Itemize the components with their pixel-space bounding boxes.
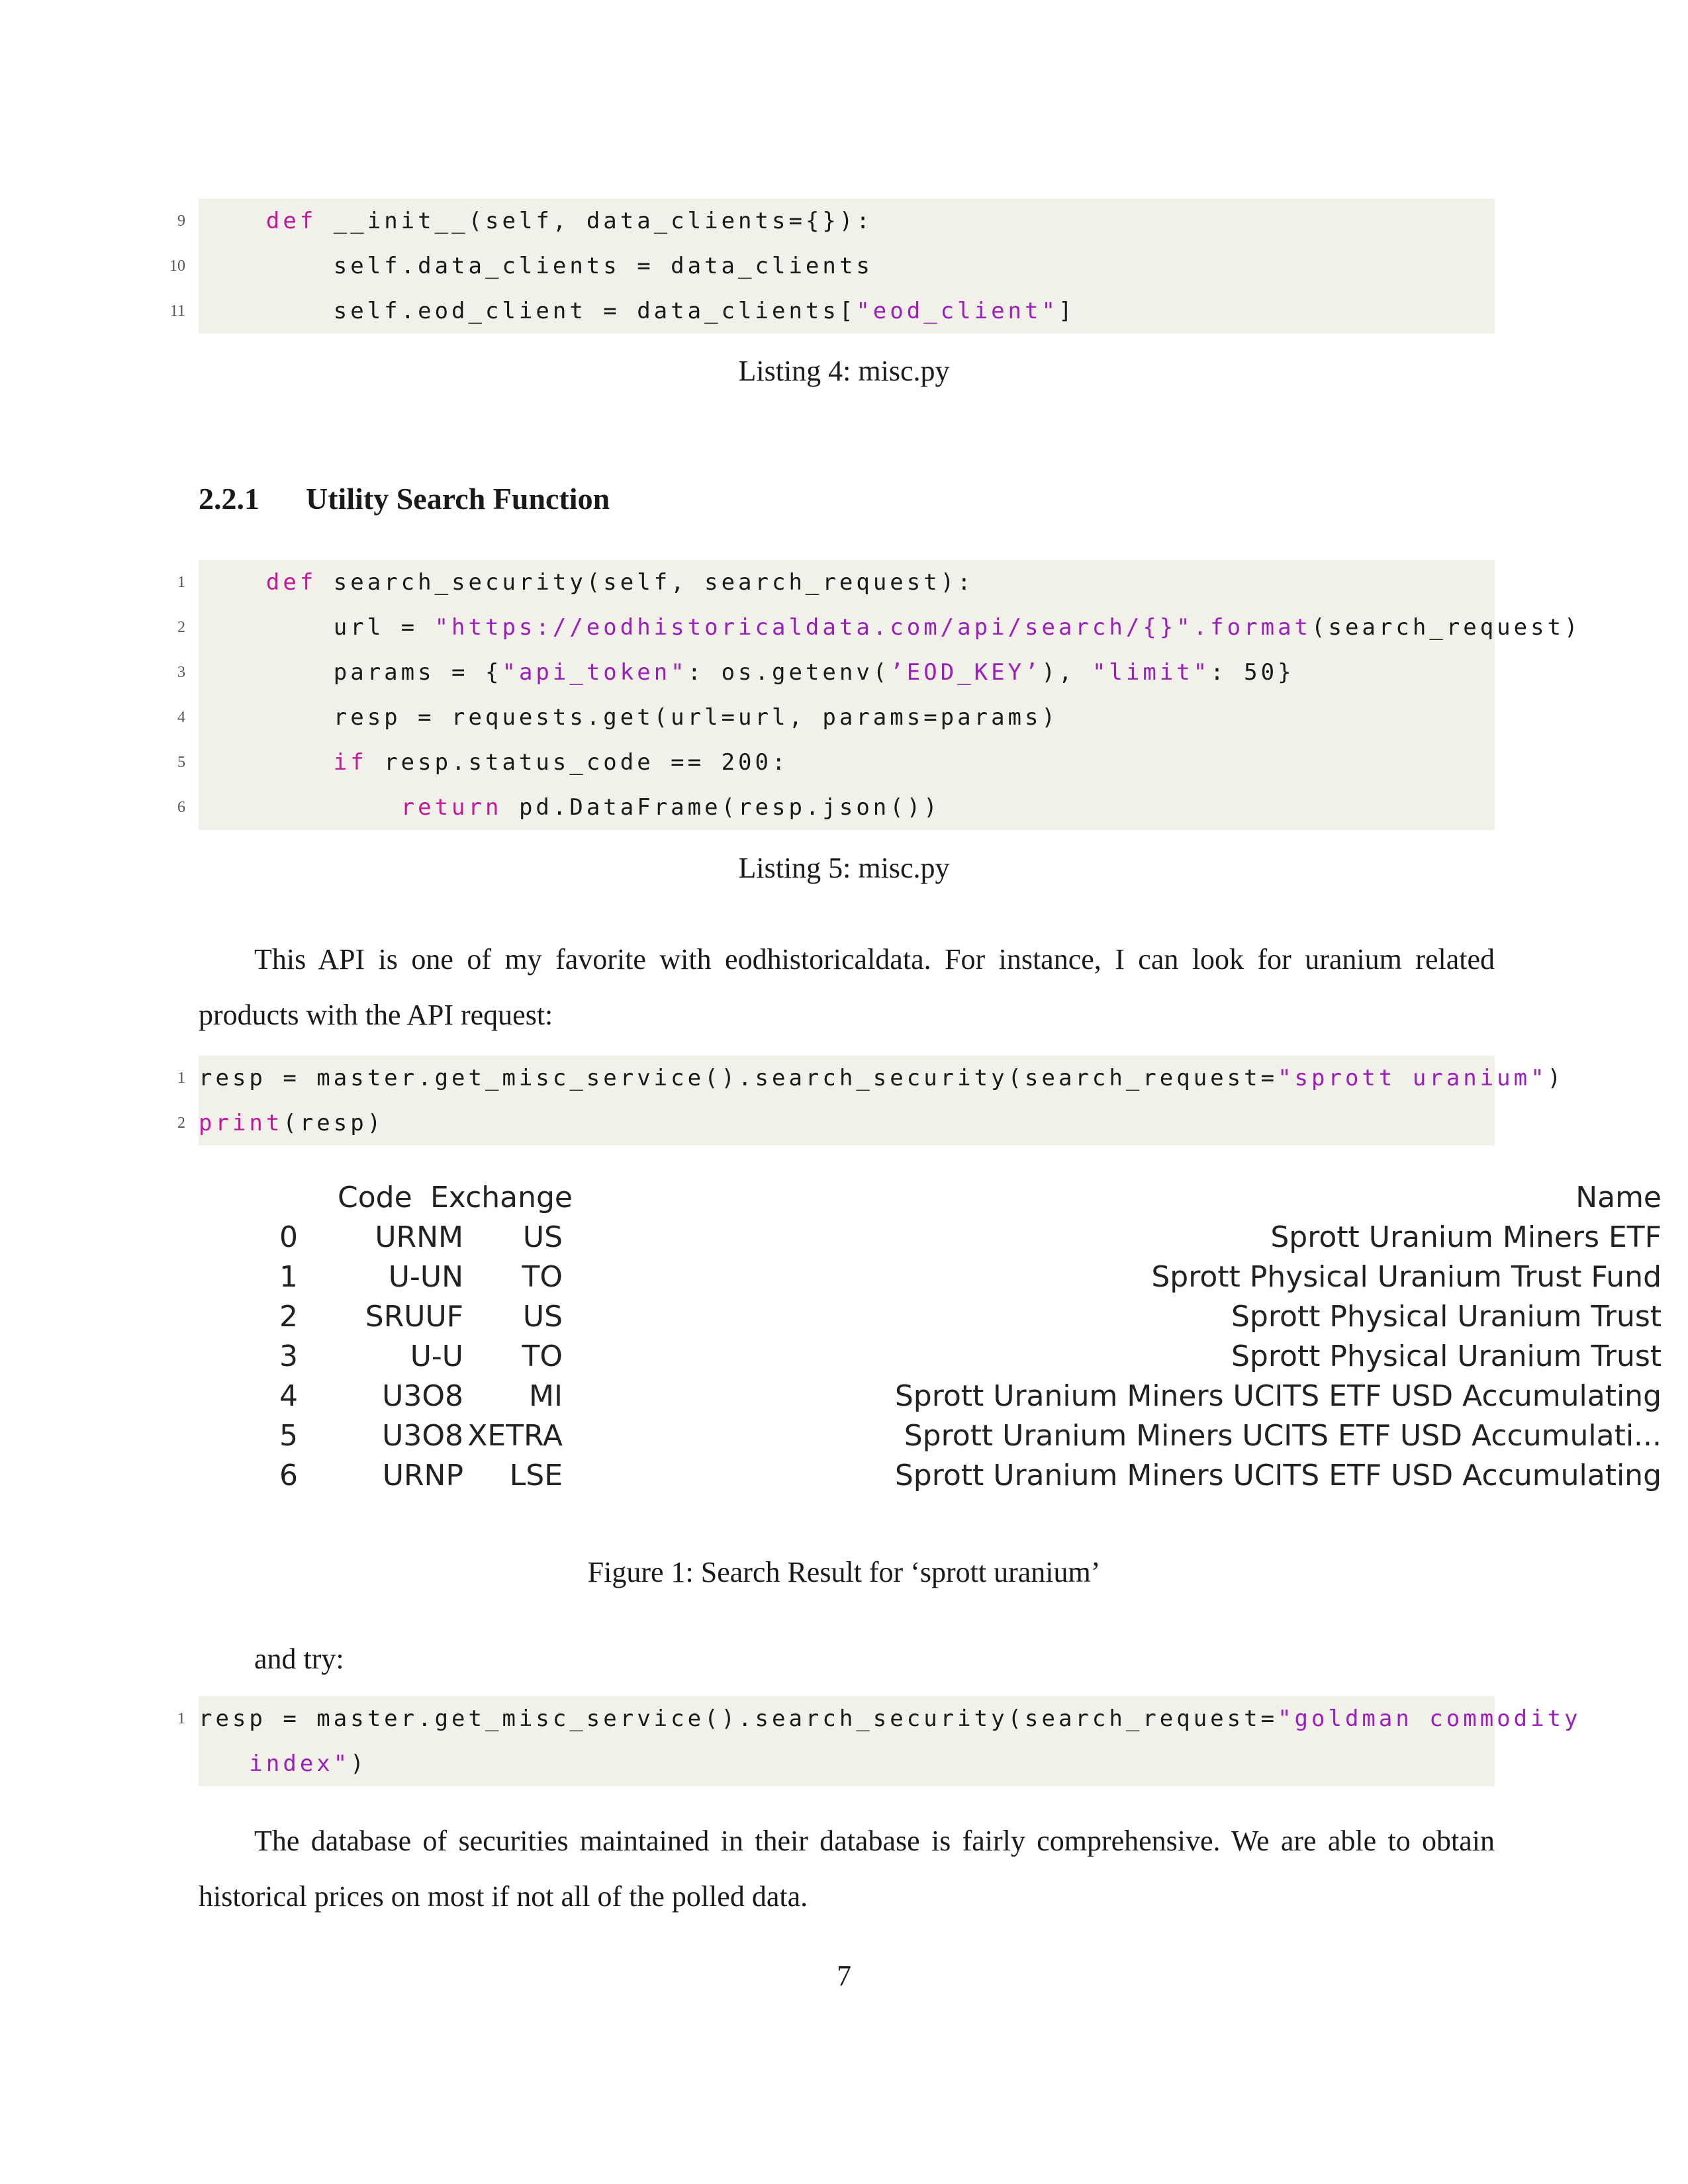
code-token: self.eod_client = data_clients[ <box>199 298 857 324</box>
code-token: resp = master.get_misc_service().search_security(search_request= <box>199 1065 1278 1091</box>
result-exchange: LSE <box>509 1459 563 1492</box>
line-number: 2 <box>177 619 185 636</box>
code-text <box>199 1101 384 1146</box>
line-number: 1 <box>177 574 185 591</box>
code-token: resp = master.get_misc_service().search_security(search_request= <box>199 1706 1278 1732</box>
line-number: 2 <box>177 1115 185 1132</box>
result-name: Sprott Uranium Miners UCITS ETF USD Accumulating <box>894 1379 1662 1413</box>
code-keyword: print <box>199 1110 283 1136</box>
code-token <box>199 569 266 596</box>
code-text <box>199 560 974 605</box>
code-line <box>199 1741 1495 1786</box>
result-code: U3O8 <box>382 1379 463 1413</box>
result-row <box>252 1377 1662 1416</box>
result-code: U3O8 <box>382 1419 463 1453</box>
paragraph-intro <box>199 932 1495 1043</box>
code-text <box>199 785 941 830</box>
paragraph-and-try <box>199 1631 1495 1687</box>
line-number: 4 <box>177 709 185 726</box>
section-heading <box>199 481 610 516</box>
code-token <box>199 794 401 821</box>
result-name: Sprott Physical Uranium Trust <box>1231 1300 1662 1334</box>
listing-4-code-block <box>169 199 1495 334</box>
code-token: (resp) <box>283 1110 385 1136</box>
code-string: index" <box>249 1751 351 1777</box>
result-row <box>252 1218 1662 1257</box>
code-line <box>177 650 1495 695</box>
search-result-figure <box>252 1178 1662 1509</box>
code-line <box>177 560 1495 605</box>
result-name: Sprott Uranium Miners ETF <box>1270 1220 1662 1254</box>
listing-print-code-block <box>177 1056 1565 1146</box>
result-code: SRUUF <box>365 1300 463 1334</box>
line-number: 11 <box>169 302 185 320</box>
code-text <box>199 605 1581 650</box>
header-code: Code <box>338 1181 412 1214</box>
line-number: 9 <box>177 212 185 230</box>
result-code: U-UN <box>388 1260 463 1294</box>
code-token: resp = requests.get(url=url, params=params) <box>199 704 1058 731</box>
code-text <box>199 199 873 244</box>
header-name: Name <box>1575 1181 1662 1214</box>
code-token: (search_request) <box>1311 614 1581 641</box>
code-token: : 50} <box>1210 659 1295 686</box>
result-index: 1 <box>279 1260 298 1294</box>
section-number: 2.2.1 <box>199 482 259 516</box>
code-line <box>169 244 1495 289</box>
paragraph-database-text: The database of securities maintained in their database is fairly comprehensive. We are able to obtain historical prices on most if not all of the polled data. <box>199 1825 1495 1913</box>
code-token: ), <box>1041 659 1092 686</box>
code-token: resp.status_code == 200: <box>367 749 789 776</box>
code-token: pd.DataFrame(resp.json()) <box>502 794 941 821</box>
code-token: ) <box>350 1751 367 1777</box>
code-line <box>177 1696 1581 1741</box>
code-keyword: def <box>265 569 317 596</box>
code-token <box>199 1751 249 1777</box>
code-keyword: return <box>400 794 502 821</box>
line-number: 10 <box>169 257 185 275</box>
code-line <box>177 1101 1495 1146</box>
page-number: 7 <box>837 1960 851 1992</box>
code-line <box>177 605 1581 650</box>
line-number: 1 <box>177 1069 185 1087</box>
code-token: : os.getenv( <box>687 659 890 686</box>
code-line <box>177 740 1495 785</box>
result-exchange: XETRA <box>467 1419 563 1453</box>
code-line <box>177 695 1495 740</box>
line-number: 3 <box>177 664 185 681</box>
code-text <box>199 650 1295 695</box>
line-number: 1 <box>177 1710 185 1727</box>
code-token: url = <box>199 614 435 641</box>
result-index: 3 <box>279 1340 298 1373</box>
result-code: URNP <box>382 1459 463 1492</box>
code-string: "sprott uranium" <box>1278 1065 1548 1091</box>
code-token: self.data_clients = data_clients <box>199 253 873 279</box>
result-index: 0 <box>279 1220 298 1254</box>
listing-4-caption: Listing 4: misc.py <box>738 355 950 387</box>
listing-5-code-block <box>177 560 1581 830</box>
result-row <box>252 1416 1662 1456</box>
code-text <box>199 740 788 785</box>
listing-goldman-code-block <box>177 1696 1581 1786</box>
code-string: ’EOD_KEY’ <box>890 659 1042 686</box>
code-token: __init__(self, data_clients={}): <box>316 208 873 234</box>
code-string: "goldman commodity <box>1278 1706 1581 1732</box>
code-text <box>199 695 1058 740</box>
result-name: Sprott Uranium Miners UCITS ETF USD Accumulating <box>894 1459 1662 1492</box>
result-name: Sprott Physical Uranium Trust Fund <box>1151 1260 1662 1294</box>
paragraph-and-try-text: and try: <box>254 1643 344 1675</box>
result-index: 6 <box>279 1459 298 1492</box>
code-line <box>169 289 1495 334</box>
result-row <box>252 1297 1662 1337</box>
code-token: search_security(self, search_request): <box>316 569 974 596</box>
result-index: 4 <box>279 1379 298 1413</box>
line-number: 6 <box>177 799 185 816</box>
header-exchange: Exchange <box>430 1181 573 1214</box>
result-index: 2 <box>279 1300 298 1334</box>
code-line <box>177 785 1495 830</box>
result-code: U-U <box>410 1340 463 1373</box>
result-name: Sprott Uranium Miners UCITS ETF USD Accumulati... <box>904 1419 1662 1453</box>
result-index: 5 <box>279 1419 298 1453</box>
result-exchange: US <box>522 1300 563 1334</box>
result-exchange: TO <box>522 1340 563 1373</box>
result-exchange: TO <box>522 1260 563 1294</box>
code-token: params = { <box>199 659 502 686</box>
code-text <box>199 1741 367 1786</box>
result-row <box>252 1257 1662 1297</box>
result-name: Sprott Physical Uranium Trust <box>1231 1340 1662 1373</box>
code-string: "eod_client" <box>856 298 1058 324</box>
code-token: ] <box>1058 298 1076 324</box>
figure-1-caption: Figure 1: Search Result for ‘sprott uranium’ <box>587 1556 1101 1588</box>
code-keyword: if <box>333 749 367 776</box>
code-token <box>199 749 334 776</box>
code-keyword: def <box>265 208 317 234</box>
section-title: Utility Search Function <box>306 482 610 516</box>
listing-5-caption: Listing 5: misc.py <box>738 852 950 884</box>
result-row <box>252 1337 1662 1377</box>
result-header-row <box>252 1178 1662 1218</box>
code-string: "https://eodhistoricaldata.com/api/search/{}".format <box>434 614 1312 641</box>
code-token <box>199 208 266 234</box>
paragraph-database <box>199 1813 1495 1925</box>
code-text <box>199 289 1075 334</box>
result-exchange: MI <box>529 1379 563 1413</box>
code-text <box>199 244 873 289</box>
code-string: "limit" <box>1092 659 1211 686</box>
code-line <box>177 199 1495 244</box>
code-line <box>177 1056 1565 1101</box>
code-token: ) <box>1547 1065 1565 1091</box>
result-code: URNM <box>375 1220 463 1254</box>
result-exchange: US <box>522 1220 563 1254</box>
code-text <box>199 1696 1581 1741</box>
code-text <box>199 1056 1564 1101</box>
result-row <box>252 1456 1662 1496</box>
code-string: "api_token" <box>502 659 688 686</box>
line-number: 5 <box>177 754 185 771</box>
paragraph-intro-text: This API is one of my favorite with eodhistoricaldata. For instance, I can look for uranium related products with the API request: <box>199 943 1495 1031</box>
